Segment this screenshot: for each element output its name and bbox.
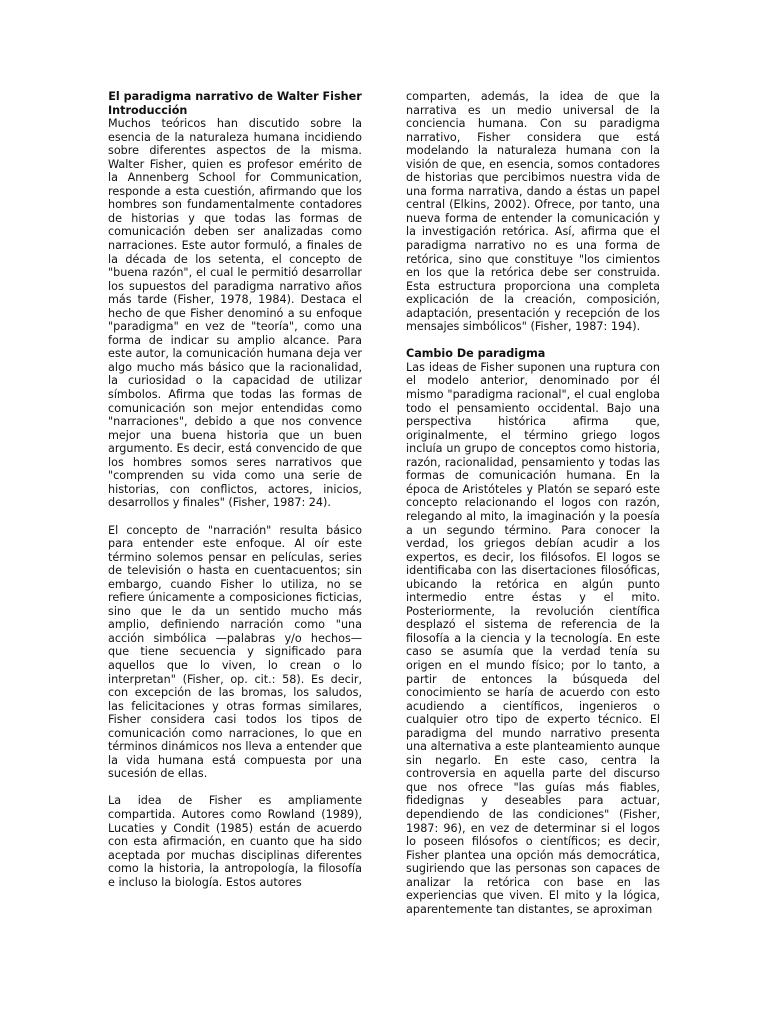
document-title: El paradigma narrativo de Walter Fisher xyxy=(108,90,362,103)
right-column xyxy=(406,90,660,916)
paragraph: La idea de Fisher es ampliamente compartida. Autores como Rowland (1989), Lucaties y Condit (1985) están de acuerdo con esta afirmación, en cuanto que ha sido aceptada por muchas disciplinas diferentes como la historia, la antropología, la filosofía e incluso la biología. Estos autores xyxy=(108,794,362,889)
paragraph: Muchos teóricos han discutido sobre la esencia de la naturaleza humana incidiendo sobre diferentes aspectos de la misma. Walter Fisher, quien es profesor emérito de la Annenberg School for Communication, responde a esta cuestión, afirmando que los hombres son fundamentalmente contadores de historias y que todas las formas de comunicación deben ser analizadas como narraciones. Este autor formuló, a finales de la década de los setenta, el concepto de "buena razón", el cual le permitió desarrollar los supuestos del paradigma narrativo años más tarde (Fisher, 1978, 1984). Destaca el hecho de que Fisher denominó a su enfoque "paradigma" en vez de "teoría", como una forma de indicar su amplio alcance. Para este autor, la comunicación humana deja ver algo mucho más básico que la racionalidad, la curiosidad o la capacidad de utilizar símbolos. Afirma que todas las formas de comunicación son mejor entendidas como "narraciones", debido a que nos convence mejor una buena historia que un buen argumento. Es decir, está convencido de que los hombres somos seres narrativos que "comprenden su vida como una serie de historias, con conflictos, actores, inicios, desarrollos y finales" (Fisher, 1987: 24). xyxy=(108,117,362,510)
paragraph: Las ideas de Fisher suponen una ruptura con el modelo anterior, denominado por él mismo "paradigma racional", el cual engloba todo el pensamiento occidental. Bajo una perspectiva histórica afirma que, originalmente, el término griego logos incluía un grupo de conceptos como historia, razón, racionalidad, pensamiento y todas las formas de comunicación humana. En la época de Aristóteles y Platón se separó este concepto relacionando el logos con razón, relegando al mito, la imaginación y la poesía a un segundo término. Para conocer la verdad, los griegos debían acudir a los expertos, es decir, los filósofos. El logos se identificaba con las disertaciones filosóficas, ubicando la retórica en algún punto intermedio entre éstas y el mito. Posteriormente, la revolución científica desplazó el sistema de referencia de la filosofía a la ciencia y la tecnología. En este caso se asumía que la verdad tenía su origen en el mundo físico; por lo tanto, a partir de entonces la búsqueda del conocimiento se haría de acuerdo con esto acudiendo a científicos, ingenieros o cualquier otro tipo de experto técnico. El paradigma del mundo narrativo presenta una alternativa a este planteamiento aunque sin negarlo. En este caso, centra la controversia en aquella parte del discurso que nos ofrece "las guías más fiables, fidedignas y deseables para actuar, dependiendo de las condiciones" (Fisher, 1987: 96), en vez de determinar si el logos lo poseen filósofos o científicos; es decir, Fisher plantea una opción más democrática, sugiriendo que las personas son capaces de analizar la retórica con base en las experiencias que viven. El mito y la lógica, aparentemente tan distantes, se aproximan xyxy=(406,360,660,916)
section-heading-cambio-de-paradigma: Cambio De paradigma xyxy=(406,347,546,361)
left-column xyxy=(108,90,362,889)
paragraph: El concepto de "narración" resulta básico para entender este enfoque. Al oír este término solemos pensar en películas, series de televisión o hasta en cuentacuentos; sin embargo, cuando Fisher lo utiliza, no se refiere únicamente a composiciones ficticias, sino que le da un sentido mucho más amplio, definiendo narración como "una acción simbólica —palabras y/o hechos— que tiene secuencia y significado para aquellos que lo viven, lo crean o lo interpretan" (Fisher, op. cit.: 58). Es decir, con excepción de las bromas, los saludos, las felicitaciones y otras formas similares, Fisher considera casi todos los tipos de comunicación como narraciones, lo que en términos dinámicos nos lleva a entender que la vida humana está compuesta por una sucesión de ellas. xyxy=(108,523,362,781)
section-heading-introduccion: Introducción xyxy=(108,103,188,117)
paragraph: comparten, además, la idea de que la narrativa es un medio universal de la conciencia humana. Con su paradigma narrativo, Fisher considera que está modelando la naturaleza humana con la visión de que, en esencia, somos contadores de historias que percibimos nuestra vida de una forma narrativa, dando a éstas un papel central (Elkins, 2002). Ofrece, por tanto, una nueva forma de entender la comunicación y la investigación retórica. Así, afirma que el paradigma narrativo no es una forma de retórica, sino que constituye "los cimientos en los que la retórica debe ser construida. Esta estructura proporciona una completa explicación de la creación, composición, adaptación, presentación y recepción de los mensajes simbólicos" (Fisher, 1987: 194). xyxy=(406,90,660,334)
